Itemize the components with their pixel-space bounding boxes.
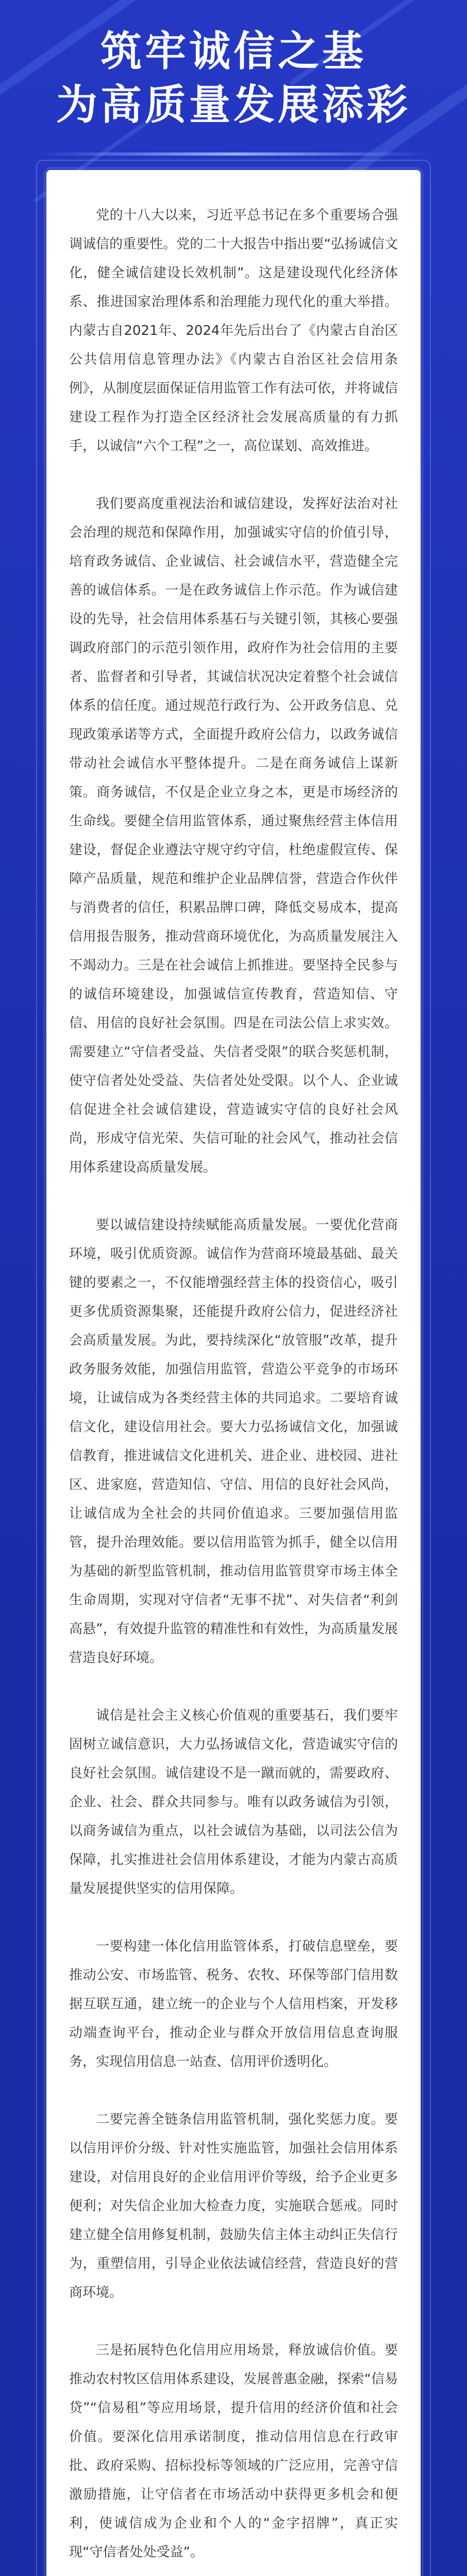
article-paragraph: 一要构建一体化信用监管体系，打破信息壁垒，要推动公安、市场监管、税务、农牧、环保等部门信用数据互联互通，建立统一的企业与个人信用档案，开发移动端查询平台，推动企业与群众开放信用信息查询服务，实现信用信息一站查、信用评价透明化。 xyxy=(69,1939,398,2070)
article-paragraph: 要以诚信建设持续赋能高质量发展。一要优化营商环境，吸引优质资源。诚信作为营商环境最基础、最关键的要素之一，不仅能增强经营主体的投资信心，吸引更多优质资源集聚，还能提升政府公信力，促进经济社会高质量发展。为此，要持续深化“放管服”改革，提升政务服务效能，加强信用监管，营造公平竞争的市场环境，让诚信成为各类经营主体的共同追求。二要培育诚信文化，建设信用社会。要大力弘扬诚信文化，加强诚信教育，推进诚信文化进机关、进企业、进校园、进社区、进家庭，营造知信、守信、用信的良好社会风尚，让诚信成为全社会的共同价值追求。三要加强信用监管，提升治理效能。要以信用监管为抓手，健全以信用为基础的新型监管机制，推动信用监管贯穿市场主体全生命周期，实现对守信者“无事不扰”、对失信者“利剑高悬”，有效提升监管的精准性和有效性，为高质量发展营造良好环境。 xyxy=(69,1217,398,1666)
article-paragraph: 我们要高度重视法治和诚信建设，发挥好法治对社会治理的规范和保障作用，加强诚实守信的价值引导，培育政务诚信、企业诚信、社会诚信水平，营造健全完善的诚信体系。一是在政务诚信上作示范。作为诚信建设的先导，社会信用体系基石与关键引领，其核心要强调政府部门的示范引领作用，政府作为社会信用的主要者、监督者和引导者，其诚信状况决定着整个社会诚信体系的信任度。通过规范行政行为、公开政务信息、兑现政策承诺等方式，全面提升政府公信力，以政务诚信带动社会诚信水平整体提升。二是在商务诚信上谋新策。商务诚信，不仅是企业立身之本，更是市场经济的生命线。要健全信用监管体系，通过聚焦经营主体信用建设，督促企业遵法守规守约守信，杜绝虚假宣传、保障产品质量，规范和维护企业品牌信誉，营造合作伙伴与消费者的信任，积累品牌口碑，降低交易成本，提高信用报告服务，推动营商环境优化，为高质量发展注入不竭动力。三是在社会诚信上抓推进。要坚持全民参与的诚信环境建设，加强诚信宣传教育，营造知信、守信、用信的良好社会氛围。四是在司法公信上求实效。需要建立“守信者受益、失信者受限”的联合奖惩机制，使守信者处处受益、失信者处处受限。以个人、企业诚信促进全社会诚信建设，营造诚实守信的良好社会风尚，形成守信光荣、失信可耻的社会风气，推动社会信用体系建设高质量发展。 xyxy=(69,496,398,1175)
article-paragraph: 诚信是社会主义核心价值观的重要基石，我们要牢固树立诚信意识，大力弘扬诚信文化，营造诚实守信的良好社会氛围。诚信建设不是一蹴而就的，需要政府、企业、社会、群众共同参与。唯有以政务诚信为引领，以商务诚信为重点，以社会诚信为基础，以司法公信为保障，扎实推进社会信用体系建设，才能为内蒙古高质量发展提供坚实的信用保障。 xyxy=(69,1708,398,1896)
title-line-2: 为高质量发展添彩 xyxy=(56,81,411,129)
page-title xyxy=(0,25,467,132)
article-body xyxy=(69,201,398,2576)
title-line-1: 筑牢诚信之基 xyxy=(101,27,366,75)
article-paragraph: 党的十八大以来，习近平总书记在多个重要场合强调诚信的重要性。党的二十大报告中指出要“弘扬诚信文化，健全诚信建设长效机制”。这是建设现代化经济体系、推进国家治理体系和治理能力现代化的重大举措。内蒙古自2021年、2024年先后出台了《内蒙古自治区公共信用信息管理办法》《内蒙古自治区社会信用条例》，从制度层面保证信用监管工作有法可依，并将诚信建设工程作为打造全区经济社会发展高质量的有力抓手，以诚信“六个工程”之一，高位谋划、高效推进。 xyxy=(69,208,398,454)
article-paragraph: 二要完善全链条信用监管机制，强化奖惩力度。要以信用评价分级、针对性实施监管，加强社会信用体系建设，对信用良好的企业信用评价等级，给予企业更多便利；对失信企业加大检查力度，实施联合惩戒。同时建立健全信用修复机制，鼓励失信主体主动纠正失信行为，重塑信用，引导企业依法诚信经营，营造良好的营商环境。 xyxy=(69,2112,398,2300)
article-paragraph: 三是拓展特色化信用应用场景，释放诚信价值。要推动农村牧区信用体系建设，发展普惠金融，探索“信易贷”“信易租”等应用场景，提升信用的经济价值和社会价值。要深化信用承诺制度，推动信用信息在行政审批、政府采购、招标投标等领域的广泛应用，完善守信激励措施，让守信者在市场活动中获得更多机会和便利，使诚信成为企业和个人的“金字招牌”，真正实现“守信者处处受益”。 xyxy=(69,2343,398,2560)
title-divider xyxy=(40,152,427,156)
